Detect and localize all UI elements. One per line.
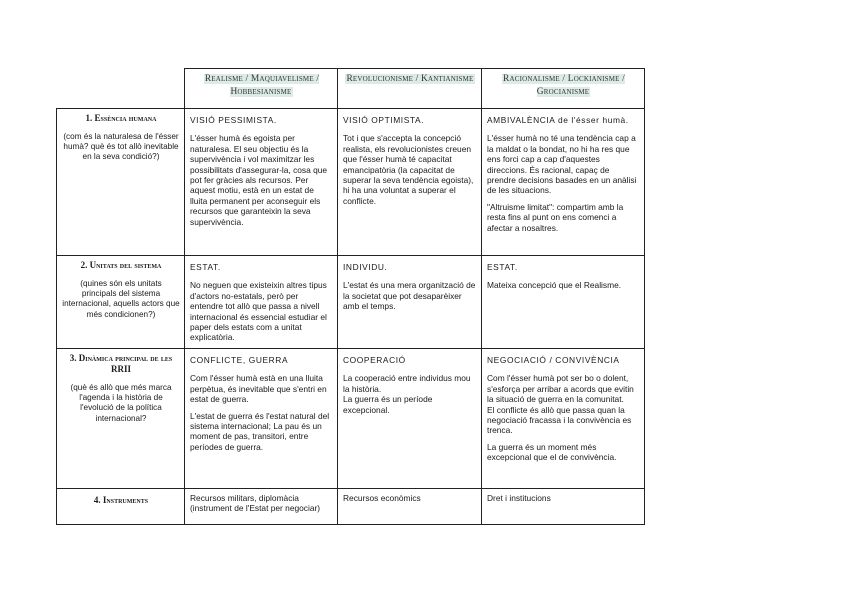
cell-essencia-realisme	[185, 109, 338, 256]
cell-instruments-racionalisme	[482, 489, 645, 525]
cell-text: Tot i que s'accepta la concepció realista, els revolucionistes creuen que l'ésser humà té capacitat emancipatòria (la capacitat de superar la seva tendència egoista), hi ha una voluntat a superar el conflicte.	[343, 133, 474, 206]
header-revolucionisme-label: Revolucionisme / Kantianisme	[346, 74, 474, 84]
table-row	[57, 349, 645, 489]
cell-text: "Altruisme limitat": compartim amb la resta fins al punt on ens comenci a afectar a nosaltres.	[487, 201, 624, 233]
cell-title: VISIÓ PESSIMISTA.	[190, 115, 277, 125]
cell-title: ESTAT.	[487, 262, 518, 272]
header-realisme	[185, 69, 338, 109]
table-row	[57, 489, 645, 525]
cell-text: L'estat de guerra és l'estat natural del sistema internacional; La pau és un moment de pas, transitori, entre períodes de guerra.	[190, 410, 330, 452]
cell-title: AMBIVALÈNCIA de l'ésser humà.	[487, 115, 629, 125]
cell-unitats-revolucionisme	[338, 256, 482, 349]
cell-title: NEGOCIACIÓ / CONVIVÈNCIA	[487, 355, 620, 365]
cell-text: Recursos econòmics	[343, 493, 421, 503]
header-racionalisme-label: Racionalisme / Lockianisme / Grocianisme	[503, 74, 625, 97]
cell-unitats-realisme	[185, 256, 338, 349]
cell-text: No neguen que existeixin altres tipus d'actors no-estatals, però per entendre tot allò que passa a nivell internacional és essencial estudiar el paper dels estats com a unitat explicatòria.	[190, 280, 327, 343]
cell-text: Recursos militars, diplomàcia (instrument de l'Estat per negociar)	[190, 493, 321, 514]
row-header-dinamica	[57, 349, 185, 489]
cell-title: VISIÓ OPTIMISTA.	[343, 115, 425, 125]
cell-text: Com l'ésser humà pot ser bo o dolent, s'esforça per arribar a acords que evitin la situació de guerra en la comunitat. El conflicte és allò que passa quan la negociació fracassa i la convivència es trenca.	[487, 373, 634, 436]
header-row	[57, 69, 645, 109]
row-title: 4. Instruments	[93, 495, 149, 505]
cell-dinamica-realisme	[185, 349, 338, 489]
row-title: 2. Unitats del sistema	[80, 260, 162, 270]
cell-title: INDIVIDU.	[343, 262, 388, 272]
cell-text: L'estat és una mera organització de la societat que pot desaparèixer amb el temps.	[343, 280, 476, 312]
row-question: (com és la naturalesa de l'ésser humà? què és tot allò inevitable en la seva condició?)	[63, 132, 179, 162]
header-realisme-label: Realisme / Maquiavelisme / Hobbesianisme	[204, 74, 320, 97]
corner-cell	[57, 69, 185, 109]
cell-text: La cooperació entre individus mou la història. La guerra és un període excepcional.	[343, 373, 471, 415]
cell-essencia-racionalisme	[482, 109, 645, 256]
cell-dinamica-revolucionisme	[338, 349, 482, 489]
table-row	[57, 109, 645, 256]
cell-text: La guerra és un moment més excepcional que el de convivència.	[487, 441, 617, 463]
row-question: (quines són els unitats principals del sistema internacional, aquells actors que més condicionen?)	[62, 279, 180, 319]
cell-instruments-revolucionisme	[338, 489, 482, 525]
row-header-essencia	[57, 109, 185, 256]
cell-title: CONFLICTE, GUERRA	[190, 355, 289, 365]
cell-essencia-revolucionisme	[338, 109, 482, 256]
table-row	[57, 256, 645, 349]
cell-text: Mateixa concepció que el Realisme.	[487, 280, 622, 291]
header-revolucionisme	[338, 69, 482, 109]
row-question: (què és allò que més marca l'agenda i la història de l'evolució de la política internacional?	[70, 383, 172, 423]
comparison-table	[56, 68, 645, 525]
cell-text: L'ésser humà no té una tendència cap a la maldat o la bondat, no hi ha res que ens forci cap a cap d'aquestes direccions. És racional, capaç de prendre decisions basades en un anàlisi de les situacions.	[487, 133, 637, 196]
cell-text: L'ésser humà és egoista per naturalesa. El seu objectiu és la supervivència i vol maximitzar les possibilitats d'assegurar-la, cosa que pot fer gràcies als recursos. Per aquest motiu, està en un estat de lluita permanent per aconseguir els recursos que garanteixin la seva supervivència.	[190, 133, 328, 227]
cell-text: Dret i institucions	[487, 493, 551, 503]
row-title: 1. Essència humana	[85, 113, 157, 123]
cell-unitats-racionalisme	[482, 256, 645, 349]
cell-text: Com l'ésser humà està en una lluita perpètua, és inevitable que s'entri en estat de guerra.	[190, 373, 327, 405]
row-header-unitats	[57, 256, 185, 349]
row-title: 3. Dinàmica principal de les RRII	[69, 353, 173, 374]
cell-title: ESTAT.	[190, 262, 221, 272]
cell-title: COOPERACIÓ	[343, 355, 406, 365]
header-racionalisme	[482, 69, 645, 109]
cell-instruments-realisme	[185, 489, 338, 525]
cell-dinamica-racionalisme	[482, 349, 645, 489]
row-header-instruments	[57, 489, 185, 525]
